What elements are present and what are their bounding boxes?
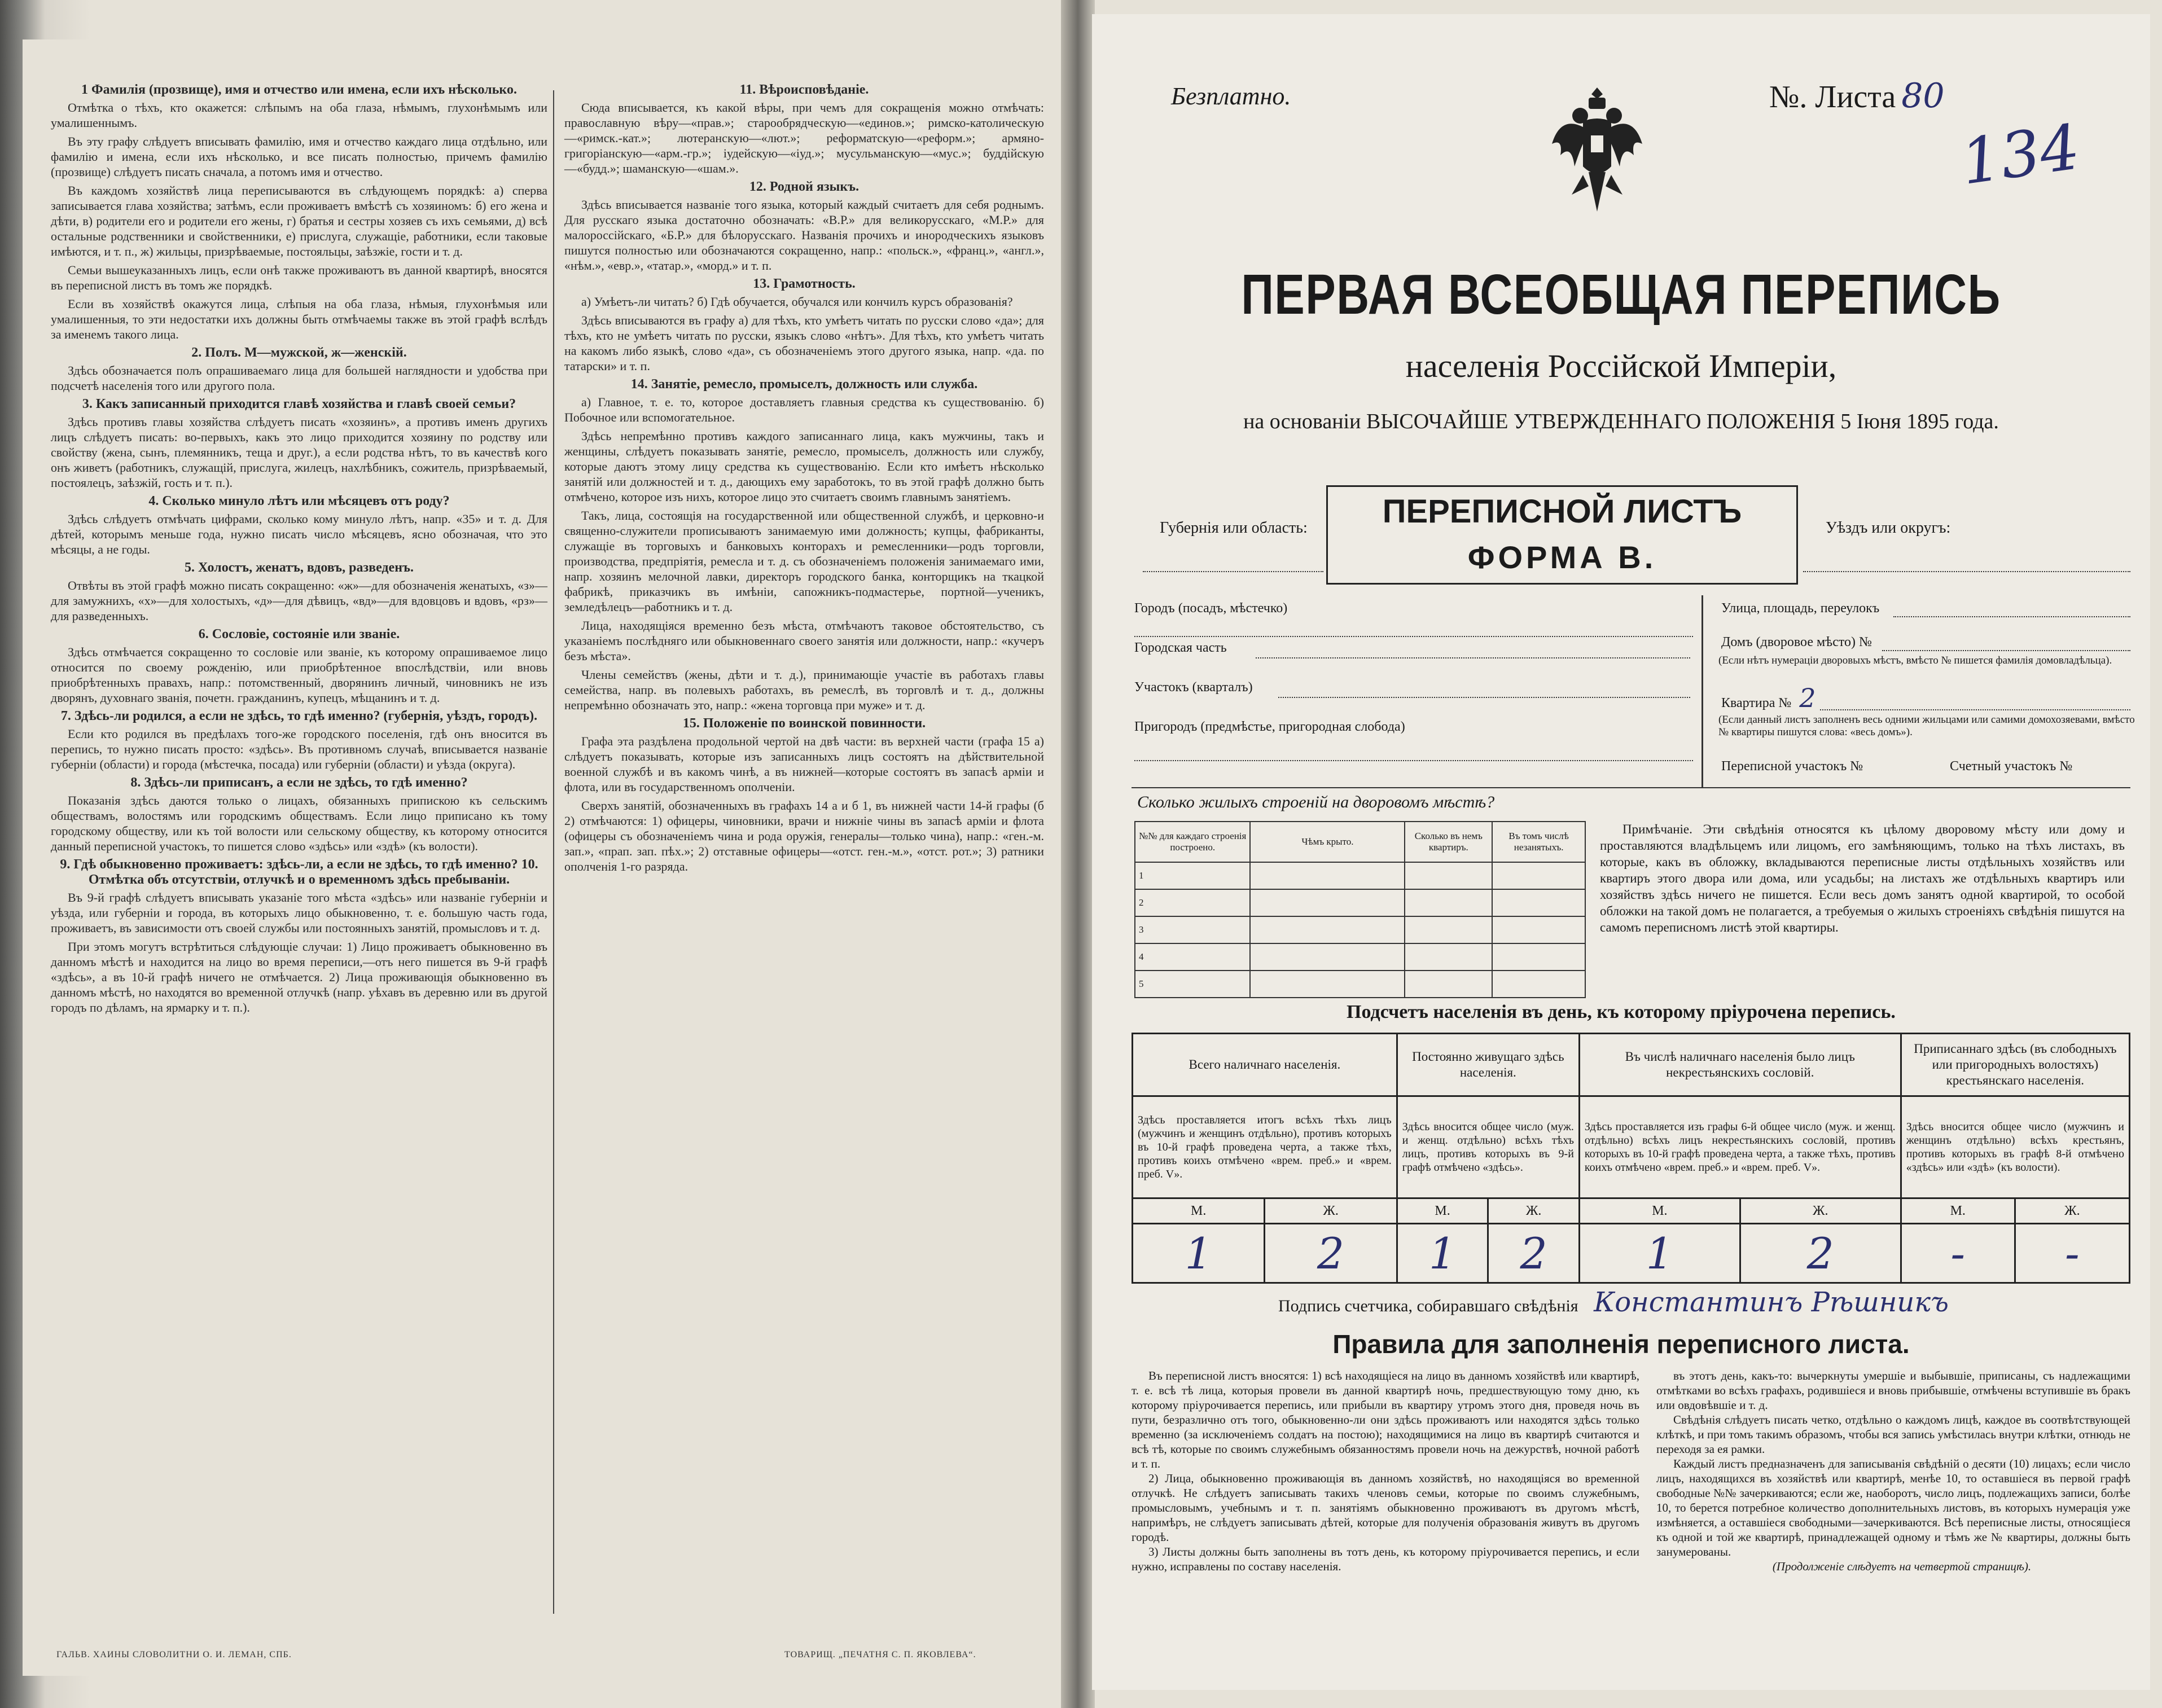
non-peasant-male-value[interactable]: 1 bbox=[1579, 1224, 1740, 1283]
buildings-table bbox=[1134, 821, 1586, 998]
right-page bbox=[1092, 14, 2150, 1690]
instruction-paragraph: Если кто родился въ предѣлахъ того-же городского поселенія, гдѣ онъ вносится въ перепись, то нужно писать просто: «здѣсь». Въ противномъ случаѣ, вписывается названіе губерніи (области) и города (мѣстечка, посада) или губерніи (области) и уѣзда (округа). bbox=[51, 727, 547, 771]
instruction-heading: 12. Родной языкъ. bbox=[749, 179, 859, 194]
instruction-paragraph: Здѣсь слѣдуетъ отмѣчать цифрами, сколько кому минуло лѣтъ, напр. «35» и т. д. Для дѣтей, которымъ меньше года, нужно писать число мѣсяцевъ, ясно обозначая, что это мѣсяцы, а не годы. bbox=[51, 512, 547, 556]
table-cell[interactable] bbox=[1250, 862, 1405, 889]
count-desc-permanent: Здѣсь вносится общее число (муж. и женщ. отдѣльно) всѣхъ тѣхъ лицъ, противъ которыхъ въ 9-й графѣ отмѣчено «здѣсь». bbox=[1397, 1096, 1579, 1198]
count-section-label: Счетный участокъ № bbox=[1950, 759, 2073, 774]
table-cell[interactable] bbox=[1405, 916, 1492, 943]
signature-label: Подпись счетчика, собиравшаго свѣдѣнія bbox=[1278, 1297, 1578, 1315]
table-cell[interactable] bbox=[1405, 889, 1492, 916]
instruction-paragraph: Здѣсь противъ главы хозяйства слѣдуетъ писать «хозяинъ», а противъ именъ другихъ лицъ слѣдуетъ писать: во-первыхъ, какъ это лицо приходится хозяину по родству или свойству (жена, сынъ, племянникъ, теща и друг.), а если родства нѣтъ, то въ качествѣ кого онъ живетъ (работникъ, служащій, прислуга, жилецъ, нахлѣбникъ, сожитель, призрѣваемый, постоялецъ, заѣзжій, гость и т. п.). bbox=[51, 415, 547, 490]
instruction-paragraph: Отвѣты въ этой графѣ можно писать сокращенно: «ж»—для обозначенія женатыхъ, «з»—для замужнихъ, «х»—для холостыхъ, «д»—для дѣвицъ, «вд»—для вдовцовъ и вдовъ, «рз»—для разведенныхъ. bbox=[51, 578, 547, 623]
free-label: Безплатно. bbox=[1171, 82, 1291, 110]
table-cell[interactable] bbox=[1405, 943, 1492, 971]
instruction-paragraph: При этомъ могутъ встрѣтиться слѣдующіе случаи: 1) Лицо проживаетъ обыкновенно въ данномъ мѣстѣ и находится на лицо во время переписи,—отъ него пишется въ 9-й графѣ «здѣсь», а въ 10-й графѣ ничего не отмѣчается. 2) Лица проживающія обыкновенно въ данномъ мѣстѣ, но находятся во временной отлучкѣ (напр. уѣхавъ въ деревню или въ другой городъ по дѣламъ, на ярмарку и т. п.). bbox=[51, 939, 547, 1015]
table-cell[interactable] bbox=[1250, 916, 1405, 943]
rule-paragraph: Въ переписной листъ вносятся: 1) всѣ находящіеся на лицо въ данномъ хозяйствѣ или квартирѣ, т. е. всѣ тѣ лица, которыя провели въ данной квартирѣ ночь, предшествующую тому дню, къ которому пріурочивается перепись, или прибыли въ квартиру утромъ этого дня, проведя ночь въ пути, безразлично отъ того, обыкновенно-ли они здѣсь проживаютъ или находятся здѣсь только временно (за исключеніемъ солдатъ на постою); находящимися на лицо въ квартирѣ считаются и всѣ тѣ, которые по своимъ служебнымъ обязанностямъ провели ночь на дежурствѣ, ночной работѣ и т. п. bbox=[1132, 1369, 1639, 1470]
female-label: Ж. bbox=[1488, 1198, 1580, 1224]
count-header-peasant: Приписаннаго здѣсь (въ слободныхъ или пригородныхъ волостяхъ) крестьянскаго населенія. bbox=[1901, 1034, 2129, 1096]
section-label: Участокъ (кварталъ) bbox=[1134, 680, 1253, 695]
instruction-paragraph: Здѣсь отмѣчается сокращенно то сословіе или званіе, къ которому опрашиваемое лицо относится по своему рожденію, или приобрѣтенное впослѣдствіи, или вновь приобрѣтенныхъ правахъ, напр.: потомственный, дворянинъ личный, чиновникъ не изъ дворянъ, духовнаго званія, почетн. гражданинъ, купецъ, мѣщанинъ и т. д. bbox=[51, 645, 547, 705]
province-label: Губернія или область: bbox=[1160, 519, 1308, 537]
population-count-table bbox=[1132, 1033, 2130, 1284]
instruction-heading: 6. Сословіе, состояніе или званіе. bbox=[198, 627, 400, 642]
table-cell[interactable] bbox=[1492, 916, 1585, 943]
row-number: 2 bbox=[1135, 889, 1250, 916]
instruction-paragraph: Здѣсь вписывается названіе того языка, который каждый считаетъ для себя роднымъ. Для русскаго языка достаточно обозначать: «В.Р.» для великорусскаго, «М.Р.» для малороссійскаго, «Б.Р.» для бѣлорусскаго. Названія прочихъ и инородческихъ языковъ пишутся полностью или обозначаются сокращенно, напр.: «польск.», «франц.», «англ.», «нѣм.», «евр.», «татар.», «морд.» и т. п. bbox=[564, 197, 1044, 273]
instruction-paragraph: Здѣсь вписываются въ графу а) для тѣхъ, кто умѣетъ читать по русски слово «да»; для тѣхъ, кто не умѣетъ читать по русски, языкъ слово «нѣтъ». Для тѣхъ, кто умѣетъ читать на какомъ либо языкѣ, слово «да», съ обозначеніемъ этого другого языка, напр. «да. по татарски» и т. п. bbox=[564, 313, 1044, 373]
non-peasant-female-value[interactable]: 2 bbox=[1740, 1224, 1901, 1283]
table-cell[interactable] bbox=[1492, 943, 1585, 971]
address-divider bbox=[1701, 595, 1703, 787]
count-heading: Подсчетъ населенія въ день, къ которому пріурочена перепись. bbox=[1347, 1002, 1896, 1022]
table-row bbox=[1135, 889, 1585, 916]
printer-footer-a: ГАЛЬВ. ХАИНЫ СЛОВОЛИТНИ О. И. ЛЕМАН, СПБ. bbox=[56, 1650, 292, 1659]
instruction-paragraph: Здѣсь непремѣнно противъ каждого записаннаго лица, какъ мужчины, такъ и женщины, слѣдуетъ показывать занятіе, ремесло, промыселъ, должность или службу, которые даютъ этому лицу средства къ существованію. Если кто имѣетъ нѣсколько занятій или должностей и т. д., дающихъ ему заработокъ, то въ этой графѣ должно быть отмѣчено, которое изъ нихъ, которое лицо это считаетъ своимъ главнымъ занятіемъ. bbox=[564, 429, 1044, 504]
census-section-label: Переписной участокъ № bbox=[1721, 759, 1863, 774]
city-label: Городъ (посадъ, мѣстечко) bbox=[1134, 601, 1288, 616]
book-gutter bbox=[1061, 0, 1095, 1708]
legal-basis: на основаніи ВЫСОЧАЙШЕ УТВЕРЖДЕННАГО ПОЛОЖЕНІЯ 5 Іюня 1895 года. bbox=[1243, 410, 1999, 433]
table-cell[interactable] bbox=[1405, 971, 1492, 998]
instruction-paragraph: Въ эту графу слѣдуетъ вписывать фамилію, имя и отчество каждаго лица отдѣльно, или фамилію и имена, если ихъ нѣсколько, и все писать полностью, причемъ фамилію (прозвище) слѣдуетъ писать сначала, а потомъ имя и отчество. bbox=[51, 134, 547, 179]
row-number: 3 bbox=[1135, 916, 1250, 943]
instruction-heading: 11. Вѣроисповѣданіе. bbox=[739, 82, 869, 97]
instruction-paragraph: Семьи вышеуказанныхъ лицъ, если онѣ также проживаютъ въ данной квартирѣ, вносятся въ переписной листъ въ томъ же порядкѣ. bbox=[51, 263, 547, 292]
count-desc-total: Здѣсь проставляется итогъ всѣхъ тѣхъ лицъ (мужчинъ и женщинъ отдѣльно), противъ которыхъ въ 10-й графѣ проведена черта, а также тѣхъ, противъ коихъ отмѣчено «врем. преб.» и «врем. преб. V». bbox=[1133, 1096, 1397, 1198]
instruction-heading: 1 Фамилія (прозвище), имя и отчество или имена, если ихъ нѣсколько. bbox=[81, 82, 517, 97]
table-cell[interactable] bbox=[1492, 971, 1585, 998]
rule-paragraph: Каждый листъ предназначенъ для записыванія свѣдѣній о десяти (10) лицахъ; если число лицъ, находящихся въ хозяйствѣ или квартирѣ, менѣе 10, то оставшіеся въ первой графѣ свободные №№ зачеркиваются; если же, наоборотъ, число лицъ, подлежащихъ записи, болѣе 10, то берется потребное количество дополнительныхъ листовъ, въ которыхъ нумерація уже измѣняется, а оставшіеся свободными—зачеркиваются. Всѣ переписные листы, относящіеся къ одной и той же квартирѣ, принадлежащей одному и тѣмъ же № квартиры, должны быть занумерованы. bbox=[1656, 1457, 2130, 1558]
form-subtitle: ФОРМА В. bbox=[1467, 539, 1657, 575]
count-desc-peasant: Здѣсь вносится общее число (мужчинъ и женщинъ отдѣльно) всѣхъ крестьянъ, противъ которыхъ въ графѣ 8-й отмѣчено «здѣсь» или «здѣ» (къ волости). bbox=[1901, 1096, 2129, 1198]
imperial-eagle-emblem bbox=[1549, 82, 1645, 229]
row-number: 4 bbox=[1135, 943, 1250, 971]
male-label: М. bbox=[1133, 1198, 1265, 1224]
instruction-paragraph: Если въ хозяйствѣ окажутся лица, слѣпыя на оба глаза, нѣмыя, глухонѣмыя или умалишенныя, то эти недостатки ихъ должны быть отмѣчаемы также въ этой графѣ вслѣдъ за именемъ такого лица. bbox=[51, 297, 547, 341]
rules-continuation: (Продолженіе слѣдуетъ на четвертой страницѣ). bbox=[1772, 1560, 2032, 1573]
table-row bbox=[1135, 862, 1585, 889]
city-part-line[interactable] bbox=[1256, 656, 1690, 658]
instruction-paragraph: а) Умѣетъ-ли читать? б) Гдѣ обучается, обучался или кончилъ курсъ образованія? bbox=[581, 295, 1013, 309]
signature-handwritten: Константинъ Рѣшникъ bbox=[1594, 1287, 1949, 1318]
buildings-header-apartments: Сколько въ немъ квартиръ. bbox=[1405, 822, 1492, 862]
instruction-paragraph: Здѣсь обозначается полъ опрашиваемаго лица для большей наглядности и удобства при подсчетѣ населенія того или другого пола. bbox=[51, 363, 547, 393]
total-male-value[interactable]: 1 bbox=[1133, 1224, 1265, 1283]
apartment-label-text: Квартира № bbox=[1721, 696, 1792, 710]
table-cell[interactable] bbox=[1250, 943, 1405, 971]
district-label: Уѣздъ или округъ: bbox=[1826, 519, 1951, 537]
female-label: Ж. bbox=[1740, 1198, 1901, 1224]
apartment-note: (Если данный листъ заполненъ весь одними жильцами или самими домохозяевами, вмѣсто № квартиры пишутся слова: «весь домъ»). bbox=[1718, 714, 2135, 738]
buildings-header-vacant: Въ томъ числѣ незанятыхъ. bbox=[1492, 822, 1585, 862]
form-title-box bbox=[1326, 485, 1798, 585]
house-label: Домъ (дворовое мѣсто) № bbox=[1721, 635, 1872, 649]
buildings-question: Сколько жилыхъ строеній на дворовомъ мѣстѣ? bbox=[1137, 793, 1495, 811]
table-cell[interactable] bbox=[1492, 862, 1585, 889]
instructions-column-b bbox=[564, 79, 1044, 877]
instruction-heading: 4. Сколько минуло лѣтъ или мѣсяцевъ отъ роду? bbox=[148, 494, 450, 508]
instruction-paragraph: Члены семействъ (жены, дѣти и т. д.), принимающіе участіе въ работахъ главы семейства, напр. въ полевыхъ работахъ, въ ремеслѣ, въ торговлѣ и т. д., должны непремѣнно обозначать это, напр.: «жена торговца при муже» и т. д. bbox=[564, 668, 1044, 712]
rule-paragraph: 2) Лица, обыкновенно проживающія въ данномъ хозяйствѣ, но находящіяся во временной отлучкѣ. Не слѣдуетъ записывать такихъ членовъ семьи, которые по своимъ служебнымъ, промысловымъ, учебнымъ и т. п. занятіямъ обыкновенно проживаютъ въ другомъ мѣстѣ, напримѣръ, не слѣдуетъ записывать дѣтей, которые для полученія образованія живутъ въ другомъ городѣ. bbox=[1132, 1472, 1639, 1544]
instruction-heading: 15. Положеніе по воинской повинности. bbox=[682, 716, 926, 731]
instruction-paragraph: Въ 9-й графѣ слѣдуетъ вписывать указаніе того мѣста «здѣсь» или названіе губерніи и уѣзда, или губерніи и города, въ которыхъ лицо обыкновенно, т. е. большую часть года, проживаетъ, въ зависимости отъ своей службы или постоянныхъ занятій, промысловъ и т. д. bbox=[51, 890, 547, 935]
rule-paragraph: 3) Листы должны быть заполнены въ тотъ день, къ которому пріурочивается перепись, и если нужно, исправлены по составу населенія. bbox=[1132, 1545, 1639, 1573]
instruction-paragraph: а) Главное, т. е. то, которое доставляетъ главныя средства къ существованію. б) Побочное или вспомогательное. bbox=[564, 395, 1044, 424]
buildings-header-roof: Чѣмъ крыто. bbox=[1250, 822, 1405, 862]
count-header-total: Всего наличнаго населенія. bbox=[1133, 1034, 1397, 1096]
census-subtitle: населенія Россійской Имперіи, bbox=[1405, 348, 1837, 384]
instruction-paragraph: Сюда вписывается, къ какой вѣры, при чемъ для сокращенія можно отмѣчать: православную вѣру—«прав.»; старообрядческую—«единов.»; римско-католическую—«римск.-кат.»; лютеранскую—«лют.»; реформатскую—«реформ.»; армяно-григоріанскую—«арм.-гр.»; іудейскую—«іуд.»; мусульманскую—«мус.»; буддійскую—«будд.»; шаманскую—«шам.». bbox=[564, 100, 1044, 175]
permanent-female-value[interactable]: 2 bbox=[1488, 1224, 1580, 1283]
address-bottom-rule bbox=[1132, 787, 2130, 788]
rules-title: Правила для заполненія переписного листа. bbox=[1332, 1329, 1910, 1359]
total-female-value[interactable]: 2 bbox=[1265, 1224, 1397, 1283]
table-cell[interactable] bbox=[1250, 971, 1405, 998]
house-line[interactable] bbox=[1882, 649, 2130, 651]
count-header-permanent: Постоянно живущаго здѣсь населенія. bbox=[1397, 1034, 1579, 1096]
instruction-paragraph: Лица, находящіяся временно безъ мѣста, отмѣчаютъ таковое обстоятельство, съ указаніемъ послѣдняго или обыкновеннаго своего занятія или должности, напр.: «кучеръ безъ мѣста». bbox=[564, 618, 1044, 663]
sheet-number bbox=[1769, 76, 1945, 116]
street-label: Улица, площадь, переулокъ bbox=[1721, 601, 1880, 616]
instruction-heading: 2. Полъ. М—мужской, ж—женскій. bbox=[191, 345, 407, 360]
archive-number-handwritten: 134 bbox=[1957, 111, 2084, 199]
count-header-non-peasant: Въ числѣ наличнаго населенія было лицъ некрестьянскихъ сословій. bbox=[1579, 1034, 1901, 1096]
peasant-male-value[interactable]: - bbox=[1901, 1224, 2015, 1283]
instruction-paragraph: Показанія здѣсь даются только о лицахъ, обязанныхъ припискою къ сельскимъ обществамъ, волостямъ или городскимъ обществамъ. Если лицо приписано къ тому городскому обществу, или къ той волости или сельскому обществу, къ которому относится данный переписной участокъ, то пишется слово «здѣсь» или «здѣ» (къ волости). bbox=[51, 793, 547, 853]
female-label: Ж. bbox=[2015, 1198, 2129, 1224]
male-label: М. bbox=[1397, 1198, 1488, 1224]
section-line[interactable] bbox=[1278, 696, 1690, 698]
instruction-heading: 3. Какъ записанный приходится главѣ хозяйства и главѣ своей семьи? bbox=[82, 397, 516, 411]
rules-column-b bbox=[1656, 1368, 2130, 1574]
table-row bbox=[1135, 943, 1585, 971]
enumerator-signature bbox=[1278, 1287, 1949, 1318]
printer-footer-b: ТОВАРИЩ. „ПЕЧАТНЯ С. П. ЯКОВЛЕВА“. bbox=[784, 1650, 976, 1659]
instruction-heading: 7. Здѣсь-ли родился, а если не здѣсь, то гдѣ именно? (губернія, уѣздъ, городъ). bbox=[60, 709, 538, 723]
rule-paragraph: въ этотъ день, какъ-то: вычеркнуты умершіе и выбывшіе, приписаны, съ надлежащими отмѣтками во всѣхъ графахъ, родившіеся и вновь прибывшіе, отмѣчены вступившіе въ бракъ или овдовѣвшіе и т. д. bbox=[1656, 1369, 2130, 1412]
row-number: 1 bbox=[1135, 862, 1250, 889]
table-row bbox=[1135, 971, 1585, 998]
instruction-heading: 5. Холостъ, женатъ, вдовъ, разведенъ. bbox=[184, 560, 414, 575]
sheet-number-label: №. Листа bbox=[1769, 80, 1896, 115]
peasant-female-value[interactable]: - bbox=[2015, 1224, 2129, 1283]
instruction-paragraph: Графа эта раздѣлена продольной чертой на двѣ части: въ верхней части (графа 15 а) слѣдуетъ показывать, которые изъ записанныхъ лицъ состоятъ на дѣйствительной военной службѣ и въ какомъ чинѣ, а въ нижней—которые состоятъ въ запасѣ арміи и флота, или въ государственномъ ополченіи. bbox=[564, 734, 1044, 794]
instruction-heading: 13. Грамотность. bbox=[753, 276, 856, 291]
house-note: (Если нѣтъ нумераціи дворовыхъ мѣстъ, вмѣсто № пишется фамилія домовладѣльца). bbox=[1718, 655, 2112, 666]
instruction-paragraph: Сверхъ занятій, обозначенныхъ въ графахъ 14 а и б 1, въ нижней части 14-й графы (б 2) отмѣчаются: 1) офицеры, чиновники, врачи и нижніе чины въ запасѣ арміи и флота (офицеры съ обозначеніемъ чина и рода оружія, генералы—только чина), напр.: «ген.-м. зап.», «прап. зап. пѣх.»; 2) отставные офицеры—«отст. ген.-м.», «отст. рот.»; 3) ратники ополченія 1-го разряда. bbox=[564, 798, 1044, 873]
rules-column-a bbox=[1132, 1368, 1639, 1574]
instruction-heading: 8. Здѣсь-ли приписанъ, а если не здѣсь, то гдѣ именно? bbox=[130, 775, 468, 790]
instruction-paragraph: Въ каждомъ хозяйствѣ лица переписываются въ слѣдующемъ порядкѣ: а) сперва записывается глава хозяйства; затѣмъ, если проживаетъ вмѣстѣ съ хозяиномъ: б) его жена и дѣти, в) родители его и родители его жены, г) братья и сестры хозяев съ ихъ семьями, д) всѣ остальные родственники и свойственники, е) прислуга, служащіе, работники, если таковые имѣются, и т. п., ж) жильцы, призрѣваемые, постояльцы, заѣзжіе, гости и т. д. bbox=[51, 183, 547, 258]
male-label: М. bbox=[1901, 1198, 2015, 1224]
apartment-label bbox=[1721, 683, 1816, 713]
row-number: 5 bbox=[1135, 971, 1250, 998]
city-part-label: Городская часть bbox=[1134, 640, 1227, 655]
buildings-header-number: №№ для каждаго строенія построено. bbox=[1135, 822, 1250, 862]
permanent-male-value[interactable]: 1 bbox=[1397, 1224, 1488, 1283]
instruction-paragraph: Отмѣтка о тѣхъ, кто окажется: слѣпымъ на оба глаза, нѣмымъ, глухонѣмымъ или умалишеннымъ. bbox=[51, 100, 547, 130]
instruction-heading: 9. Гдѣ обыкновенно проживаетъ: здѣсь-ли, а если не здѣсь, то гдѣ именно? 10. Отмѣтка объ отсутствіи, отлучкѣ и о временномъ здѣсь пребываніи. bbox=[60, 857, 538, 887]
left-page bbox=[23, 39, 1067, 1676]
suburb-label: Пригородъ (предмѣстье, пригородная слобода) bbox=[1134, 719, 1405, 734]
sheet-number-handwritten: 80 bbox=[1901, 76, 1945, 116]
district-line[interactable] bbox=[1803, 570, 2130, 572]
table-row bbox=[1135, 916, 1585, 943]
street-line[interactable] bbox=[1893, 615, 2130, 617]
apartment-line[interactable] bbox=[1820, 708, 2130, 710]
city-line[interactable] bbox=[1134, 635, 1693, 637]
male-label: М. bbox=[1579, 1198, 1740, 1224]
apartment-number-handwritten: 2 bbox=[1799, 683, 1816, 713]
column-divider bbox=[553, 90, 554, 1614]
instruction-paragraph: Такъ, лица, состоящія на государственной или общественной службѣ, и церковно-и священно-служители прописываютъ занимаемую ими должность; купцы, фабриканты, служащіе въ торговыхъ и банковыхъ конторахъ и ремесленники—родъ торговли, производства, предпріятія, ремесла и т. д. съ обозначеніемъ положенія занимаемаго ими, напр. хозяинъ мелочной лавки, директоръ городского банка, конторщикъ на ткацкой фабрикѣ, приказчикъ въ имѣніи, сапожникъ-подмастерье, портной—ученикъ, земледѣлецъ—работникъ и т. д. bbox=[564, 508, 1044, 614]
table-cell[interactable] bbox=[1492, 889, 1585, 916]
female-label: Ж. bbox=[1265, 1198, 1397, 1224]
instruction-heading: 14. Занятіе, ремесло, промыселъ, должность или служба. bbox=[630, 377, 978, 392]
count-desc-non-peasant: Здѣсь проставляется изъ графы 6-й общее число (муж. и женщ. отдѣльно) всѣхъ лицъ некрестьянскихъ сословій, противъ которыхъ въ 10-й графѣ проведена черта, а также тѣхъ, противъ коихъ отмѣчено «врем. преб.» и «врем. преб. V». bbox=[1579, 1096, 1901, 1198]
suburb-line[interactable] bbox=[1134, 759, 1693, 761]
rule-paragraph: Свѣдѣнія слѣдуетъ писать четко, отдѣльно о каждомъ лицѣ, каждое въ соотвѣтствующей клѣткѣ, и при томъ такимъ образомъ, чтобы вся запись умѣстилась внутри клѣтки, отнюдь не переходя за ея рамки. bbox=[1656, 1413, 2130, 1456]
province-line[interactable] bbox=[1143, 570, 1323, 572]
buildings-note: Примѣчаніе. Эти свѣдѣнія относятся къ цѣлому дворовому мѣсту или дому и проставляются владѣльцемъ или лицомъ, его замѣняющимъ, только на тѣхъ листахъ, въ которые, какъ въ обложку, вкладываются переписные листы отдѣльныхъ хозяйствъ или квартиръ этого двора или дома, или усадьбы; на листахъ же отдѣльныхъ квартиръ или хозяйствъ здѣсь ничего не пишется. Если весь домъ занятъ одной квартирой, то особой обложки на такой домъ не полагается, а требуемыя о жилыхъ строеніяхъ свѣдѣнія пишутся на самомъ переписномъ листѣ этой квартиры. bbox=[1600, 822, 2125, 934]
form-title: ПЕРЕПИСНОЙ ЛИСТЪ bbox=[1382, 493, 1742, 530]
census-title: ПЕРВАЯ ВСЕОБЩАЯ ПЕРЕПИСЬ bbox=[1241, 263, 2001, 326]
table-cell[interactable] bbox=[1405, 862, 1492, 889]
instructions-column-a bbox=[51, 79, 547, 1018]
table-cell[interactable] bbox=[1250, 889, 1405, 916]
